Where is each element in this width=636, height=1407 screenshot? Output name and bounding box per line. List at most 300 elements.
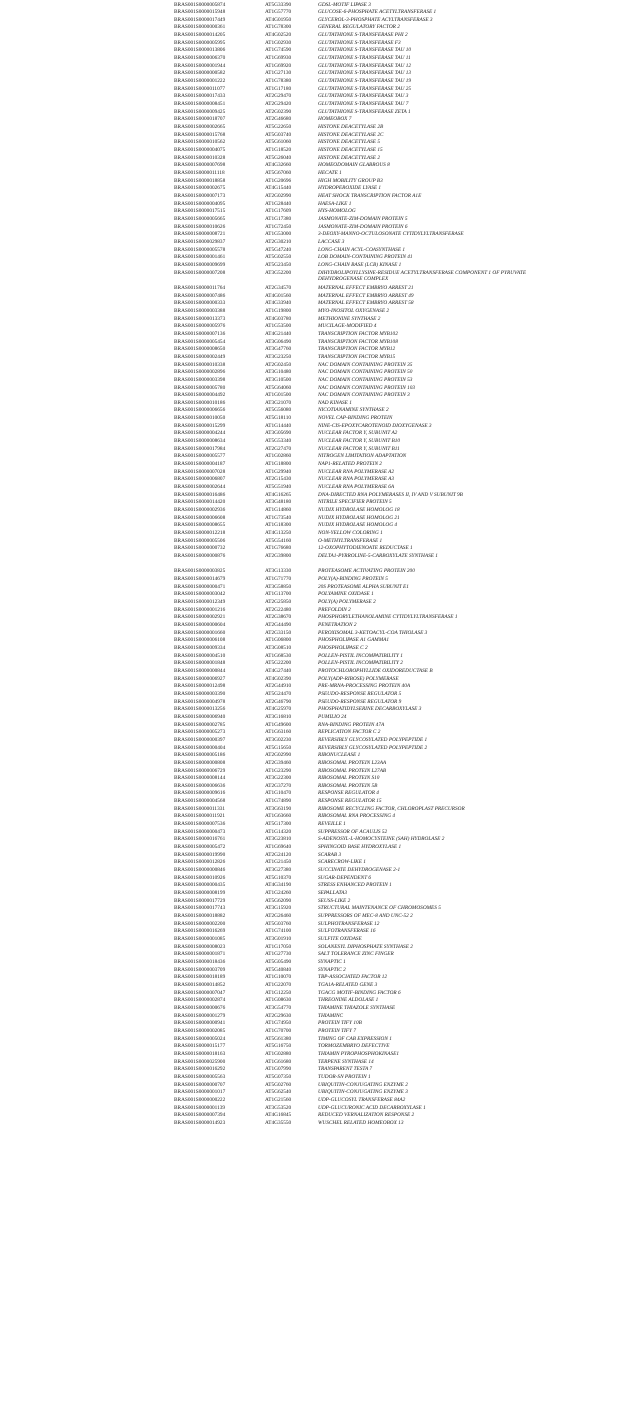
description-cell: MATERNAL EFFECT EMBRYO ARREST 21 [318, 284, 414, 291]
gene-id-cell: BRAS001S0000001279 [174, 1012, 226, 1019]
at-id-cell: AT2G37270 [265, 782, 292, 789]
description-cell: SALT TOLERANCE ZINC FINGER [318, 951, 394, 958]
gene-id-cell: BRAS001S0000001017 [174, 1089, 226, 1096]
at-id-cell: AT5G61060 [265, 139, 292, 146]
at-id-cell: AT1G10070 [265, 974, 292, 981]
gene-id-cell: BRAS001S0000008650 [174, 346, 226, 353]
description-cell: NUCLEAR RNA POLYMERASE A2 [318, 468, 395, 475]
description-cell: PROTEASOME ACTIVATING PROTEIN 200 [318, 568, 415, 575]
description-cell: NICOTIANAMINE SYNTHASE 2 [318, 407, 389, 414]
description-cell: MYO-INOSITOL OXYGENASE 2 [318, 307, 390, 314]
gene-id-cell: BRAS001S0000008451 [174, 101, 226, 108]
at-id-cell: AT1G17050 [265, 943, 292, 950]
at-id-cell: AT5G67060 [265, 170, 292, 177]
gene-id-cell: BRAS001S0000018189 [174, 974, 226, 981]
gene-id-cell: BRAS001S0000011118 [174, 170, 225, 177]
at-id-cell: AT3G21070 [265, 399, 292, 406]
description-cell: SCARAB 3 [318, 851, 342, 858]
at-id-cell: AT1G74890 [265, 798, 292, 805]
gene-id-cell: BRAS001S0000025900 [174, 1058, 226, 1065]
description-cell: HISTONE DEACETYLASE 5 [318, 139, 381, 146]
description-cell: RIBOSOMAL PROTEIN S10 [318, 775, 380, 782]
at-id-cell: AT1G22070 [265, 981, 292, 988]
at-id-cell: AT1G57770 [265, 9, 292, 16]
description-cell: GLUTATHIONE S-TRANSFERASE F3 [318, 39, 401, 46]
at-id-cell: AT5G17300 [265, 821, 292, 828]
gene-id-cell: BRAS001S0000002644 [174, 484, 226, 491]
description-cell: POLLEN-PISTIL INCOMPATIBILITY 2 [318, 660, 403, 667]
gene-id-cell: BRAS001S0000005186 [174, 752, 226, 759]
gene-id-cell: BRAS001S0000000941 [174, 1020, 226, 1027]
description-cell: THIAMINE THIAZOLE SYNTHASE [318, 1004, 396, 1011]
description-cell: NAC DOMAIN CONTAINING PROTEIN 103 [318, 384, 416, 391]
at-id-cell: AT1G69640 [265, 844, 292, 851]
gene-id-cell: BRAS001S0000003709 [174, 966, 226, 973]
gene-id-cell: BRAS001S0000002785 [174, 721, 226, 728]
at-id-cell: AT1G61680 [265, 1058, 292, 1065]
description-cell: HISTONE DEACETYLASE 2B [318, 124, 384, 131]
description-cell: POLY(ADP-RIBOSE) POLYMERASE [318, 675, 399, 682]
description-cell: NUDIX HYDROLASE HOMOLOG 21 [318, 514, 400, 521]
description-cell: UDP-GLUCOSYL TRANSFERASE 84A2 [318, 1096, 406, 1103]
gene-id-cell: BRAS001S0000013806 [174, 47, 226, 54]
description-cell: SYNAPTIC 2 [318, 966, 346, 973]
description-cell: GENERAL REGULATORY FACTOR 2 [318, 24, 400, 31]
description-cell: POLY(A) POLYMERASE 2 [318, 598, 376, 605]
at-id-cell: AT1G53500 [265, 323, 292, 330]
gene-id-cell: BRAS001S0000006608 [174, 514, 226, 521]
at-id-cell: AT4G27440 [265, 667, 292, 674]
at-id-cell: AT3G54770 [265, 1004, 292, 1011]
gene-id-cell: BRAS001S0000012826 [174, 859, 226, 866]
gene-id-cell: BRAS001S0000029837 [174, 238, 226, 245]
at-id-cell: AT2G34570 [265, 284, 292, 291]
at-id-cell: AT2G46790 [265, 698, 292, 705]
description-cell: DELTA1-PYRROLINE-5-CARBOXYLATE SYNTHASE 1 [318, 553, 438, 560]
at-id-cell: AT4G01950 [265, 16, 292, 23]
description-cell: NAC DOMAIN CONTAINING PROTEIN 35 [318, 361, 413, 368]
at-id-cell: AT2G26460 [265, 913, 292, 920]
gene-id-cell: BRAS001S0000010926 [174, 874, 226, 881]
description-cell: HOMEODOMAIN GLABROUS 8 [318, 162, 390, 169]
at-id-cell: AT5G62540 [265, 1089, 292, 1096]
at-id-cell: AT1G02880 [265, 1050, 292, 1057]
at-id-cell: AT5G22650 [265, 124, 292, 131]
description-cell: TIMING OF CAB EXPRESSION 1 [318, 1035, 392, 1042]
at-id-cell: AT3G08510 [265, 644, 292, 651]
gene-id-cell: BRAS001S0000004568 [174, 798, 226, 805]
description-cell: GLUTATHIONE S-TRANSFERASE TAU 12 [318, 62, 412, 69]
at-id-cell: AT3G02230 [265, 736, 292, 743]
description-cell: REDUCED VERNALIZATION RESPONSE 2 [318, 1112, 415, 1119]
gene-id-cell: BRAS001S0000000808 [174, 759, 226, 766]
gene-id-cell: BRAS001S0000014852 [174, 981, 226, 988]
gene-id-cell: BRAS001S0000000707 [174, 1081, 226, 1088]
gene-id-cell: BRAS001S0000003388 [174, 307, 226, 314]
at-id-cell: AT4G02390 [265, 675, 292, 682]
at-id-cell: AT1G19800 [265, 307, 292, 314]
gene-id-cell: BRAS001S0000003398 [174, 376, 226, 383]
at-id-cell: AT5G33390 [265, 1, 292, 8]
at-id-cell: AT2G25850 [265, 598, 292, 605]
description-cell: TRANSCRIPTION FACTOR MYB15 [318, 353, 396, 360]
description-cell: REVERSIBLY GLYCOSYLATED POLYPEPTIDE 1 [318, 736, 428, 743]
description-cell: MATERNAL EFFECT EMBRYO ARREST 58 [318, 300, 414, 307]
at-id-cell: AT1G08630 [265, 997, 292, 1004]
gene-id-cell: BRAS001S0000016761 [174, 836, 226, 843]
description-cell: SEPALLATA3 [318, 890, 348, 897]
at-id-cell: AT1G71770 [265, 576, 292, 582]
gene-id-cell: BRAS001S0000011764 [174, 284, 226, 291]
description-cell: 3-DEOXY-MANNO-OCTULOSONATE CYTIDYLYLTRANSFERASE [318, 231, 464, 238]
at-id-cell: AT2G24120 [265, 851, 292, 858]
gene-id-cell: BRAS001S0000000361 [174, 24, 226, 31]
gene-id-cell: BRAS001S0000018858 [174, 177, 226, 184]
description-cell: NUDIX HYDROLASE HOMOLOG 4 [318, 522, 398, 529]
description-line: DEHYDROGENASE COMPLEX [318, 275, 389, 282]
at-id-cell: AT1G78380 [265, 78, 292, 85]
gene-id-cell: BRAS001S0000016292 [174, 1066, 226, 1073]
at-id-cell: AT5G47240 [265, 246, 292, 253]
gene-id-cell: BRAS001S0000008655 [174, 522, 226, 529]
at-id-cell: AT1G70700 [265, 1027, 292, 1034]
description-cell: JASMONATE-ZIM-DOMAIN PROTEIN 6 [318, 223, 408, 230]
gene-id-cell: BRAS001S0000005273 [174, 729, 226, 736]
gene-id-cell: BRAS001S0000000676 [174, 1004, 226, 1011]
description-cell: RIBOSOMAL RNA PROCESSING 4 [318, 813, 396, 820]
at-id-cell: AT5G61380 [265, 1035, 292, 1042]
description-cell: NUCLEAR FACTOR Y, SUBUNIT B10 [318, 438, 401, 445]
at-id-cell: AT1G18800 [265, 461, 292, 468]
gene-id-cell: BRAS001S0000018436 [174, 959, 226, 965]
gene-id-cell: BRAS001S0000012349 [174, 598, 226, 605]
gene-id-cell: BRAS001S0000011921 [174, 813, 226, 820]
description-cell: HYS-HOMOLOG [318, 208, 356, 215]
gene-id-cell: BRAS001S0000000473 [174, 828, 226, 835]
description-cell: GLUTATHIONE S-TRANSFERASE TAU 3 [318, 93, 409, 100]
gene-id-cell: BRAS001S0000007486 [174, 292, 226, 299]
at-id-cell: AT5G62090 [265, 897, 292, 904]
at-id-cell: AT3G52200 [265, 269, 292, 276]
description-cell: NAC DOMAIN CONTAINING PROTEIN 3 [318, 392, 410, 399]
at-id-cell: AT1G74950 [265, 1020, 292, 1027]
at-id-cell: AT5G18110 [265, 415, 291, 422]
at-id-cell: AT2G30210 [265, 238, 292, 245]
at-id-cell: AT1G69930 [265, 55, 292, 62]
description-cell: TGA1A-RELATED GENE 3 [318, 981, 378, 988]
gene-id-cell: BRAS001S0000006636 [174, 782, 226, 789]
description-cell: PHOSPHATIDYLSERINE DECARBOXYLASE 3 [318, 706, 422, 713]
gene-id-cell: BRAS001S0000000604 [174, 621, 226, 628]
gene-id-cell: BRAS001S0000018707 [174, 116, 226, 123]
at-id-cell: AT5G22200 [265, 660, 292, 667]
description-cell: PSEUDO-RESPONSE REGULATOR 9 [318, 698, 402, 705]
at-id-cell: AT3G23250 [265, 353, 292, 360]
gene-id-cell: BRAS001S0000007698 [174, 162, 226, 169]
description-cell: THIAMINC [318, 1012, 344, 1019]
gene-id-cell: BRAS001S0000001222 [174, 78, 226, 85]
description-cell: SOLANESYL DIPHOSPHATE SYNTHASE 2 [318, 943, 413, 950]
gene-id-cell: BRAS001S0000005976 [174, 323, 226, 330]
description-cell: NITROGEN LIMITATION ADAPTATION [318, 453, 407, 460]
gene-id-cell: BRAS001S0000005995 [174, 39, 226, 46]
at-id-cell: AT1G53000 [265, 231, 292, 238]
at-id-cell: AT1G21450 [265, 859, 292, 866]
gene-id-cell: BRAS001S0000002874 [174, 997, 226, 1004]
description-cell: NUCLEAR FACTOR Y, SUBUNIT A2 [318, 430, 398, 437]
description-line: DIHYDROLIPOYLLYSINE-RESIDUE ACETYLTRANSFERASE COMPONENT 1 OF PYRUVATE [318, 269, 527, 276]
description-cell: SPHINGOID BASE HYDROXYLASE 1 [318, 844, 402, 851]
gene-id-cell: BRAS001S0000007394 [174, 1112, 226, 1119]
description-cell: TERPENE SYNTHASE 14 [318, 1058, 374, 1065]
gene-id-cell: BRAS001S0000014420 [174, 499, 226, 506]
gene-id-cell: BRAS001S0000001660 [174, 629, 226, 636]
description-cell [318, 270, 526, 282]
gene-id-cell: BRAS001S0000016269 [174, 928, 226, 935]
gene-id-cell: BRAS001S0000005024 [174, 1035, 226, 1042]
gene-id-cell: BRAS001S0000005577 [174, 453, 226, 460]
description-cell: SYNAPTIC 1 [318, 959, 346, 965]
at-id-cell: AT5G24470 [265, 690, 292, 697]
gene-id-cell: BRAS001S0000008721 [174, 231, 226, 238]
description-cell: PHOSPHOLIPASE A1 GAMMA1 [318, 637, 390, 644]
gene-id-cell: BRAS001S0000011331 [174, 805, 226, 812]
at-id-cell: AT5G02760 [265, 1081, 292, 1088]
description-cell: PEROXISOMAL 3-KETOACYL-COA THIOLASE 3 [318, 629, 428, 636]
gene-id-cell: BRAS001S0000006729 [174, 767, 226, 774]
gene-id-cell: BRAS001S0000001944 [174, 62, 226, 69]
at-id-cell: AT5G16750 [265, 1043, 292, 1050]
gene-id-cell: BRAS001S0000017743 [174, 905, 226, 912]
at-id-cell: AT1G17609 [265, 208, 292, 215]
gene-id-cell: BRAS001S0000009699 [174, 261, 226, 268]
description-cell: RIBOSOME RECYCLING FACTOR, CHLOROPLAST PRECURSOR [318, 805, 465, 812]
description-cell: TRANSCRIPTION FACTOR MYB102 [318, 330, 398, 337]
description-cell: MUCILAGE-MODIFIED 4 [318, 323, 377, 330]
gene-id-cell: BRAS001S0000010338 [174, 361, 226, 368]
at-id-cell: AT2G02390 [265, 108, 292, 115]
gene-id-cell: BRAS001S0000000846 [174, 867, 226, 874]
description-cell: HYDROPEROXIDE LYASE 1 [318, 185, 382, 192]
description-cell: PREFOLDIN 2 [318, 606, 351, 613]
at-id-cell: AT4G33940 [265, 300, 292, 307]
description-cell: 20S PROTEASOME ALPHA SUBUNIT E1 [318, 583, 409, 590]
description-cell: REVEILLE 1 [318, 821, 346, 828]
description-cell: NAC DOMAIN CONTAINING PROTEIN 50 [318, 369, 413, 376]
description-cell: HISTONE DEACETYLASE 15 [318, 147, 383, 154]
description-cell: POLYAMINE OXIDASE 1 [318, 591, 374, 598]
description-cell: NAD KINASE 1 [318, 399, 352, 406]
at-id-cell: AT1G13700 [265, 591, 292, 598]
gene-id-cell: BRAS001S0000003390 [174, 690, 226, 697]
at-id-cell: AT3G10500 [265, 376, 292, 383]
at-id-cell: AT4G34190 [265, 882, 292, 889]
gene-id-cell: BRAS001S0000007136 [174, 330, 226, 337]
description-cell: PUMILIO 24 [318, 713, 347, 720]
description-cell: UDP-GLUCURONIC ACID DECARBOXYLASE 1 [318, 1104, 426, 1111]
description-cell: HEAT SHOCK TRANSCRIPTION FACTOR A1E [318, 193, 422, 199]
gene-id-cell: BRAS001S0000005780 [174, 384, 226, 391]
gene-id-cell: BRAS001S0000012218 [174, 530, 226, 537]
description-cell: STRESS ENHANCED PROTEIN 1 [318, 882, 392, 889]
description-cell: STRUCTURAL MAINTENANCE OF CHROMOSOMES 5 [318, 905, 441, 912]
at-id-cell: AT5G54160 [265, 537, 292, 544]
gene-id-cell: BRAS001S0000000582 [174, 70, 226, 77]
at-id-cell: AT5G40840 [265, 966, 292, 973]
description-cell: NOVEL CAP-BINDING PROTEIN [318, 415, 393, 422]
at-id-cell: AT5G05490 [265, 959, 292, 965]
gene-id-cell: BRAS001S0000000844 [174, 667, 226, 674]
gene-id-cell: BRAS001S0000010562 [174, 139, 226, 146]
at-id-cell: AT4G32660 [265, 162, 292, 169]
at-id-cell: AT4G01560 [265, 292, 292, 299]
description-cell: NAC DOMAIN CONTAINING PROTEIN 53 [318, 376, 413, 383]
at-id-cell: AT2G44910 [265, 683, 292, 690]
at-id-cell: AT2G29630 [265, 1012, 292, 1019]
description-cell: DNA-DIRECTED RNA POLYMERASES II, IV AND V SUBUNIT 9B [318, 491, 463, 498]
description-cell: RESPONSE REGULATOR 4 [318, 790, 379, 797]
at-id-cell: AT1G21560 [265, 1096, 292, 1103]
description-cell: GLUTATHIONE S-TRANSFERASE TAU 13 [318, 70, 412, 77]
description-cell: RNA-BINDING PROTEIN 47A [318, 721, 385, 728]
description-cell: SUPPRESSORS OF MEC-8 AND UNC-52 2 [318, 913, 413, 920]
at-id-cell: AT2G39460 [265, 759, 292, 766]
gene-id-cell: BRAS001S0000015177 [174, 1043, 226, 1050]
gene-id-cell: BRAS001S0000004244 [174, 430, 226, 437]
gene-id-cell: BRAS001S0000013373 [174, 315, 226, 322]
gene-id-cell: BRAS001S0000008023 [174, 943, 226, 950]
gene-id-cell: BRAS001S0000002896 [174, 369, 226, 376]
description-cell: PROTOCHLOROPHYLLIDE OXIDOREDUCTASE B [318, 667, 433, 674]
gene-id-cell: BRAS001S0000001139 [174, 1104, 226, 1111]
at-id-cell: AT5G23450 [265, 261, 292, 268]
description-cell: NINE-CIS-EPOXYCAROTENOID DIOXYGENASE 3 [318, 422, 432, 429]
gene-id-cell: BRAS001S0000004095 [174, 200, 226, 207]
at-id-cell: AT1G02930 [265, 39, 292, 46]
gene-id-cell: BRAS001S0000015768 [174, 131, 226, 138]
at-id-cell: AT1G27730 [265, 951, 292, 958]
description-cell: LOB DOMAIN-CONTAINING PROTEIN 41 [318, 254, 413, 261]
gene-id-cell: BRAS001S0000014205 [174, 32, 226, 39]
description-cell: JASMONATE-ZIM-DOMAIN PROTEIN 5 [318, 215, 408, 222]
gene-id-cell: BRAS001S0000018163 [174, 1050, 226, 1057]
description-cell: SUGAR-DEPENDENT 6 [318, 874, 372, 881]
description-cell: MATERNAL EFFECT EMBRYO ARREST 49 [318, 292, 414, 299]
at-id-cell: AT5G53340 [265, 438, 292, 445]
gene-id-cell: BRAS001S0000017984 [174, 445, 226, 452]
gene-id-cell: BRAS001S0000004075 [174, 147, 226, 154]
at-id-cell: AT5G26040 [265, 154, 292, 161]
gene-id-cell: BRAS001S0000000435 [174, 882, 226, 889]
at-id-cell: AT1G12250 [265, 989, 292, 996]
at-id-cell: AT2G29470 [265, 93, 292, 100]
description-cell: UBIQUITIN-CONJUGATING ENZYME 3 [318, 1089, 408, 1096]
description-cell: SEUSS-LIKE 2 [318, 897, 351, 904]
gene-id-cell: BRAS001S0000010328 [174, 154, 226, 161]
at-id-cell: AT5G51940 [265, 484, 292, 491]
gene-id-cell: BRAS001S0000009425 [174, 108, 226, 115]
at-id-cell: AT1G68530 [265, 652, 292, 659]
description-cell: RIBOSOMAL PROTEIN 5B [318, 782, 378, 789]
at-id-cell: AT1G23290 [265, 767, 292, 774]
at-id-cell: AT3G53520 [265, 1104, 292, 1111]
description-cell: REPLICATION FACTOR C 2 [318, 729, 381, 736]
at-id-cell: AT2G46680 [265, 116, 292, 123]
gene-id-cell: BRAS001S0000003825 [174, 568, 226, 575]
at-id-cell: AT5G56080 [265, 407, 292, 414]
gene-id-cell: BRAS001S0000001085 [174, 936, 226, 943]
gene-id-cell: BRAS001S0000013256 [174, 706, 226, 713]
description-cell: LACCASE 3 [318, 238, 345, 245]
gene-id-cell: BRAS001S0000014679 [174, 576, 226, 582]
description-cell: NON-YELLOW COLORING 1 [318, 530, 383, 537]
at-id-cell: AT3G01910 [265, 936, 292, 943]
description-cell: TRANSPARENT TESTA 7 [318, 1066, 373, 1073]
gene-id-cell: BRAS001S0000001216 [174, 606, 226, 613]
description-cell: LONG-CHAIN ACYL-COASYNTHASE 1 [318, 246, 406, 253]
at-id-cell: AT3G06490 [265, 338, 292, 345]
gene-id-cell: BRAS001S0000001871 [174, 951, 226, 958]
at-id-cell: AT1G20696 [265, 177, 292, 184]
gene-id-cell: BRAS001S0000005454 [174, 338, 226, 345]
gene-id-cell: BRAS001S0000005563 [174, 1073, 226, 1080]
at-id-cell: AT2G27470 [265, 445, 292, 452]
description-cell: UBIQUITIN-CONJUGATING ENZYME 2 [318, 1081, 408, 1088]
at-id-cell: AT1G28440 [265, 200, 292, 207]
gene-id-cell: BRAS001S0000002921 [174, 614, 226, 621]
description-cell: PENETRATION 2 [318, 621, 357, 628]
at-id-cell: AT3G63190 [265, 805, 292, 812]
gene-id-cell: BRAS001S0000010050 [174, 415, 226, 422]
gene-id-cell: BRAS001S0000002665 [174, 124, 226, 131]
at-id-cell: AT1G76680 [265, 545, 292, 552]
gene-id-cell: BRAS001S0000002675 [174, 185, 226, 192]
gene-id-cell: BRAS001S0000019990 [174, 851, 226, 858]
description-cell: PSEUDO-RESPONSE REGULATOR 5 [318, 690, 402, 697]
description-cell: RIBOSOMAL PROTEIN L23AA [318, 759, 387, 766]
gene-id-cell: BRAS001S0000006807 [174, 476, 226, 483]
description-cell: GLUTATHIONE S-TRANSFERASE ZETA 1 [318, 108, 411, 115]
description-cell: GLUTATHIONE S-TRANSFERASE TAU 10 [318, 47, 412, 54]
description-cell: GLUTATHIONE S-TRANSFERASE TAU 19 [318, 78, 412, 85]
description-cell: TGACG MOTIF-BINDING FACTOR 6 [318, 989, 401, 996]
description-cell: NAP1-RELATED PROTEIN 2 [318, 461, 382, 468]
at-id-cell: AT5G02550 [265, 254, 292, 261]
at-id-cell: AT2G38670 [265, 614, 292, 621]
description-cell: TORMOZEMBRYO DEFECTIVE [318, 1043, 390, 1050]
at-id-cell: AT5G07350 [265, 1073, 292, 1080]
gene-id-cell: BRAS001S0000007536 [174, 821, 226, 828]
gene-id-cell: BRAS001S0000003042 [174, 591, 226, 598]
at-id-cell: AT3G05690 [265, 430, 292, 437]
at-id-cell: AT1G14440 [265, 422, 292, 429]
description-cell: PRE-MRNA-PROCESSING PROTEIN 40A [318, 683, 411, 690]
at-id-cell: AT1G29940 [265, 468, 292, 475]
description-cell: TRANSCRIPTION FACTOR MYB108 [318, 338, 398, 345]
gene-id-cell: BRAS001S0000000333 [174, 300, 226, 307]
at-id-cell: AT1G73540 [265, 514, 292, 521]
gene-id-cell: BRAS001S0000006370 [174, 55, 226, 62]
at-id-cell: AT1G07990 [265, 1066, 292, 1073]
gene-id-cell: BRAS001S0000017515 [174, 208, 226, 215]
description-cell: NITRILE SPECIFIER PROTEIN 5 [318, 499, 392, 506]
at-id-cell: AT4G15440 [265, 185, 292, 192]
at-id-cell: AT1G74590 [265, 47, 292, 54]
gene-id-cell: BRAS001S0000016486 [174, 491, 226, 498]
at-id-cell: AT1G24260 [265, 890, 292, 897]
gene-id-cell: BRAS001S0000007208 [174, 269, 226, 276]
at-id-cell: AT2G22480 [265, 606, 292, 613]
